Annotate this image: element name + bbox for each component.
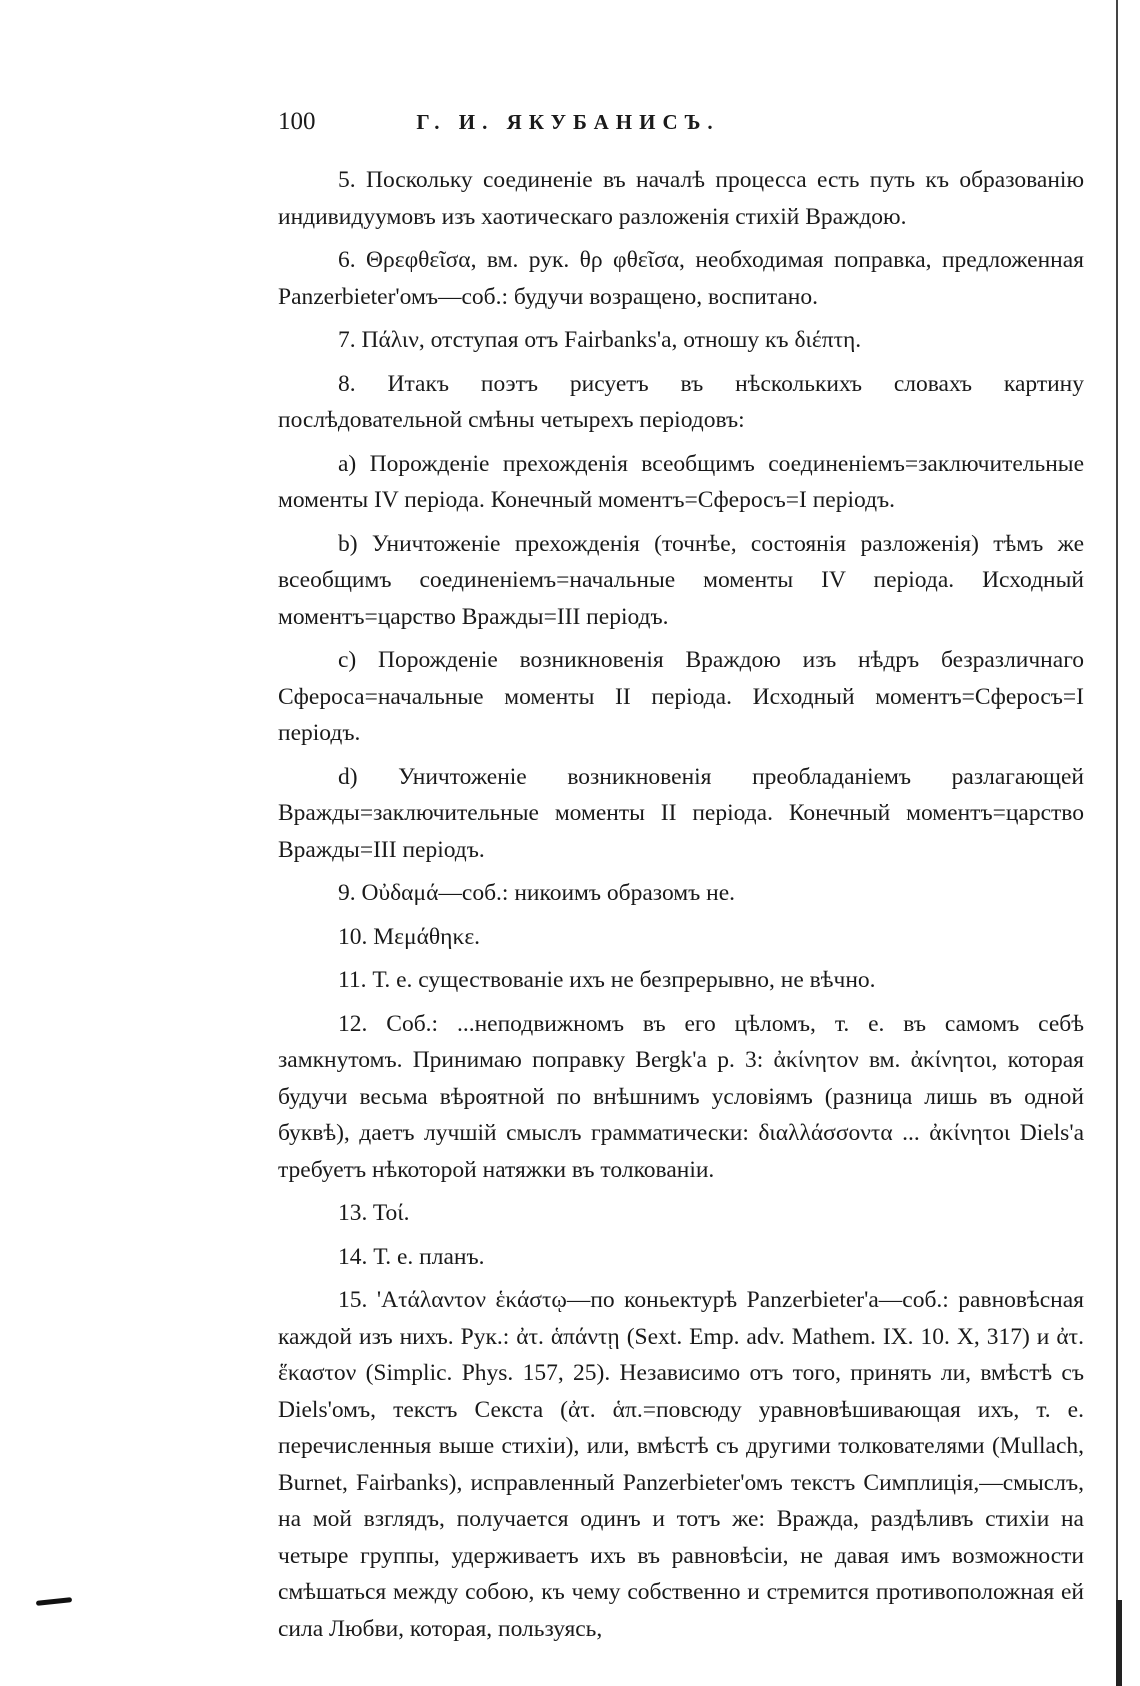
note-11: 11. Т. е. существованіе ихъ не безпрерывно, не вѣчно. xyxy=(338,967,876,993)
note-14: 14. Т. е. планъ. xyxy=(338,1243,485,1270)
note-7: 7. Πάλιν, отступая отъ Fairbanks'а, отношу къ διέπτη. xyxy=(338,327,862,353)
page-number: 100 xyxy=(278,108,316,135)
note-8: 8. Итакъ поэтъ рисуетъ въ нѣсколькихъ словахъ картину послѣдовательной смѣны четырехъ періодовъ: xyxy=(278,370,1084,433)
note-8c: c) Порожденіе возникновенія Враждою изъ нѣдръ безразличнаго Сфероса=начальные моменты II періода. Исходный моментъ=Сферосъ=I періодъ. xyxy=(278,647,1084,746)
note-12: 12. Соб.: ...неподвижномъ въ его цѣломъ, т. е. въ самомъ себѣ замкнутомъ. Принимаю поправку Bergk'а p. 3: ἀκίνητον вм. ἀκίνητοι, которая будучи весьма вѣроятной по внѣшнимъ условіямъ (разница лишь въ одной буквѣ), даетъ лучшій смыслъ грамматически: διαλλάσσοντα ... ἀκίνητοι Diels'а требуетъ нѣкоторой натяжки въ толкованіи. xyxy=(278,1010,1084,1183)
running-head xyxy=(278,108,1078,148)
note-8a: a) Порожденіе прехожденія всеобщимъ соединеніемъ=заключительные моменты IV періода. Конечный моментъ=Сферосъ=I періодъ. xyxy=(278,450,1084,513)
page-edge-mark xyxy=(1116,1600,1122,1686)
page-edge-line xyxy=(1116,0,1118,1686)
note-15: 15. 'Ατάλαντον ἑκάστῳ—по коньектурѣ Panzerbieter'а—соб.: равновѣсная каждой изъ нихъ. Рук.: ἀτ. ἁπάντῃ (Sext. Emp. adv. Mathem. IX. 10. X, 317) и ἀτ. ἕκαστον (Simplic. Phys. 157, 25). Независимо отъ того, принять ли, вмѣстѣ съ Diels'омъ, текстъ Секста (ἀτ. ἁπ.=повсюду уравновѣшивающая ихъ, т. е. перечисленныя выше стихіи), или, вмѣстѣ съ другими толкователями (Mullach, Burnet, Fairbanks), исправленный Panzerbieter'омъ текстъ Симплиція,—смыслъ, на мой взглядъ, получается одинъ и тотъ же: Вражда, раздѣливъ стихіи на четыре группы, удерживаетъ ихъ въ равновѣсіи, не давая имъ возможности смѣшаться между собою, къ чему собственно и стремится противоположная ей сила Любви, которая, пользуясь, xyxy=(278,1287,1084,1642)
running-title: Г. И. ЯКУБАНИСЪ. xyxy=(416,110,720,134)
note-6: 6. Θρεφθεῖσα, вм. рук. θρ φθεῖσα, необходимая поправка, предложенная Panzerbieter'омъ—соб.: будучи возращено, воспитано. xyxy=(278,247,1084,310)
footnotes-text xyxy=(278,162,1084,1654)
note-9: 9. Οὐδαμά—соб.: никоимъ образомъ не. xyxy=(338,880,736,906)
margin-ink-mark xyxy=(36,1597,72,1606)
note-8b: b) Уничтоженіе прехожденія (точнѣе, состоянія разложенія) тѣмъ же всеобщимъ соединеніемъ=начальные моменты IV періода. Исходный моментъ=царство Вражды=III періодъ. xyxy=(278,530,1084,630)
note-10: 10. Μεμάθηκε. xyxy=(338,923,481,950)
note-5: 5. Поскольку соединеніе въ началѣ процесса есть путь къ образованію индивидуумовъ изъ хаотическаго разложенія стихій Враждою. xyxy=(278,167,1084,230)
note-8d: d) Уничтоженіе возникновенія преобладаніемъ разлагающей Вражды=заключительные моменты II періода. Конечный моментъ=царство Вражды=III періодъ. xyxy=(278,763,1084,863)
note-13: 13. Τοί. xyxy=(338,1200,410,1226)
